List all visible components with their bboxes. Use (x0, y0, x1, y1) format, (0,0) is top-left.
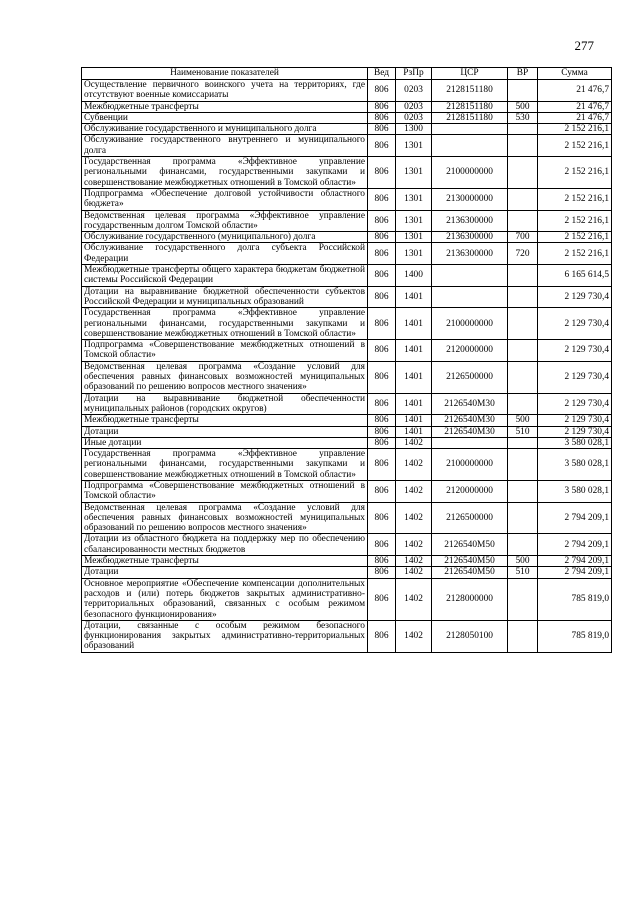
cell-rzpr: 1401 (396, 393, 432, 415)
cell-ved: 806 (368, 210, 396, 232)
cell-vr (508, 135, 538, 157)
cell-csr: 2126500000 (432, 502, 508, 534)
table-row (82, 426, 612, 437)
cell-csr: 2100000000 (432, 449, 508, 481)
cell-sum: 2 152 216,1 (538, 157, 612, 189)
cell-rzpr: 1401 (396, 308, 432, 340)
cell-vr (508, 578, 538, 620)
cell-csr: 2100000000 (432, 308, 508, 340)
cell-name: Государственная программа «Эффективное управление региональными финансами, государственными закупками и совершенствование межбюджетных отношений в Томской области» (82, 157, 368, 189)
cell-vr (508, 620, 538, 652)
table-row (82, 286, 612, 308)
column-header-csr: ЦСР (432, 68, 508, 80)
table-row (82, 232, 612, 243)
cell-csr: 2128050100 (432, 620, 508, 652)
cell-vr: 510 (508, 567, 538, 578)
cell-csr (432, 124, 508, 135)
cell-sum: 2 152 216,1 (538, 243, 612, 265)
cell-name: Ведомственная целевая программа «Создание условий для обеспечения равных финансовых возможностей муниципальных образований по решению вопросов местного значения» (82, 502, 368, 534)
cell-name: Дотации на выравнивание бюджетной обеспеченности муниципальных районов (городских округов) (82, 393, 368, 415)
cell-sum: 2 129 730,4 (538, 308, 612, 340)
cell-rzpr: 1402 (396, 620, 432, 652)
column-header-sum: Сумма (538, 68, 612, 80)
table-row (82, 578, 612, 620)
cell-vr (508, 80, 538, 102)
cell-ved: 806 (368, 188, 396, 210)
cell-rzpr: 1402 (396, 449, 432, 481)
cell-name: Дотации (82, 426, 368, 437)
cell-name: Ведомственная целевая программа «Создание условий для обеспечения равных финансовых возможностей муниципальных образований по решению вопросов местного значения» (82, 361, 368, 393)
cell-ved: 806 (368, 157, 396, 189)
cell-name: Дотации (82, 567, 368, 578)
cell-rzpr: 1401 (396, 286, 432, 308)
cell-ved: 806 (368, 308, 396, 340)
cell-vr (508, 437, 538, 448)
cell-csr: 2120000000 (432, 480, 508, 502)
cell-vr (508, 188, 538, 210)
column-header-rzpr: РзПр (396, 68, 432, 80)
cell-csr: 2120000000 (432, 340, 508, 362)
table-row (82, 361, 612, 393)
table-row (82, 567, 612, 578)
cell-ved: 806 (368, 578, 396, 620)
cell-sum: 2 129 730,4 (538, 415, 612, 426)
cell-rzpr: 1401 (396, 426, 432, 437)
cell-sum: 2 129 730,4 (538, 361, 612, 393)
cell-ved: 806 (368, 480, 396, 502)
cell-rzpr: 0203 (396, 112, 432, 123)
cell-name: Дотации на выравнивание бюджетной обеспеченности субъектов Российской Федерации и муниципальных образований (82, 286, 368, 308)
cell-name: Дотации из областного бюджета на поддержку мер по обеспечению сбалансированности местных бюджетов (82, 534, 368, 556)
cell-name: Осуществление первичного воинского учета на территориях, где отсутствуют военные комиссариаты (82, 80, 368, 102)
cell-csr: 2136300000 (432, 232, 508, 243)
cell-ved: 806 (368, 449, 396, 481)
cell-ved: 806 (368, 135, 396, 157)
cell-name: Межбюджетные трансферты (82, 415, 368, 426)
cell-rzpr: 1402 (396, 567, 432, 578)
cell-name: Обслуживание государственного и муниципального долга (82, 124, 368, 135)
cell-name: Межбюджетные трансферты общего характера бюджетам бюджетной системы Российской Федерации (82, 265, 368, 287)
table-row (82, 340, 612, 362)
table-row (82, 80, 612, 102)
cell-ved: 806 (368, 534, 396, 556)
cell-sum: 2 129 730,4 (538, 286, 612, 308)
cell-name: Подпрограмма «Совершенствование межбюджетных отношений в Томской области» (82, 480, 368, 502)
cell-name: Государственная программа «Эффективное управление региональными финансами, государственными закупками и совершенствование межбюджетных отношений в Томской области» (82, 449, 368, 481)
cell-csr: 2128000000 (432, 578, 508, 620)
cell-csr: 2136300000 (432, 243, 508, 265)
table-row (82, 124, 612, 135)
cell-ved: 806 (368, 393, 396, 415)
page-number: 277 (574, 38, 594, 53)
table-row (82, 210, 612, 232)
cell-rzpr: 1400 (396, 265, 432, 287)
cell-csr (432, 286, 508, 308)
table-row (82, 157, 612, 189)
cell-ved: 806 (368, 286, 396, 308)
cell-rzpr: 1301 (396, 157, 432, 189)
cell-rzpr: 1301 (396, 243, 432, 265)
cell-ved: 806 (368, 361, 396, 393)
cell-vr: 510 (508, 426, 538, 437)
cell-vr (508, 361, 538, 393)
cell-rzpr: 1402 (396, 556, 432, 567)
cell-csr: 2130000000 (432, 188, 508, 210)
table-header-row (82, 68, 612, 80)
cell-sum: 2 794 209,1 (538, 502, 612, 534)
cell-ved: 806 (368, 415, 396, 426)
cell-rzpr: 1402 (396, 480, 432, 502)
cell-name: Дотации, связанные с особым режимом безопасного функционирования закрытых административно-территориальных образований (82, 620, 368, 652)
table-row (82, 480, 612, 502)
cell-csr: 2126540М30 (432, 426, 508, 437)
column-header-name: Наименование показателей (82, 68, 368, 80)
cell-name: Подпрограмма «Обеспечение долговой устойчивости областного бюджета» (82, 188, 368, 210)
cell-sum: 2 152 216,1 (538, 232, 612, 243)
cell-sum: 21 476,7 (538, 80, 612, 102)
table-row (82, 135, 612, 157)
cell-csr: 2126500000 (432, 361, 508, 393)
cell-rzpr: 1301 (396, 135, 432, 157)
cell-vr (508, 502, 538, 534)
cell-sum: 3 580 028,1 (538, 480, 612, 502)
cell-ved: 806 (368, 556, 396, 567)
table-row (82, 415, 612, 426)
cell-rzpr: 1401 (396, 415, 432, 426)
cell-rzpr: 1301 (396, 210, 432, 232)
cell-sum: 2 129 730,4 (538, 340, 612, 362)
cell-vr (508, 265, 538, 287)
table-row (82, 265, 612, 287)
cell-csr: 2126540М50 (432, 556, 508, 567)
cell-rzpr: 1401 (396, 361, 432, 393)
cell-rzpr: 1402 (396, 534, 432, 556)
cell-name: Основное мероприятие «Обеспечение компенсации дополнительных расходов и (или) потерь бюджетов закрытых административно-территориальных образований, связанных с особым режимом безопасного функционирования» (82, 578, 368, 620)
column-header-vr: ВР (508, 68, 538, 80)
cell-rzpr: 1301 (396, 232, 432, 243)
table-row (82, 101, 612, 112)
cell-vr (508, 340, 538, 362)
table-row (82, 188, 612, 210)
cell-name: Государственная программа «Эффективное управление региональными финансами, государственными закупками и совершенствование межбюджетных отношений в Томской области» (82, 308, 368, 340)
cell-csr (432, 437, 508, 448)
cell-vr: 500 (508, 101, 538, 112)
cell-name: Межбюджетные трансферты (82, 101, 368, 112)
cell-csr: 2136300000 (432, 210, 508, 232)
table-row (82, 502, 612, 534)
cell-rzpr: 1402 (396, 578, 432, 620)
cell-vr: 500 (508, 556, 538, 567)
cell-sum: 3 580 028,1 (538, 449, 612, 481)
cell-csr: 2126540М50 (432, 534, 508, 556)
cell-sum: 3 580 028,1 (538, 437, 612, 448)
cell-sum: 6 165 614,5 (538, 265, 612, 287)
cell-sum: 2 794 209,1 (538, 534, 612, 556)
table-row (82, 243, 612, 265)
table-row (82, 308, 612, 340)
cell-name: Обслуживание государственного внутреннего и муниципального долга (82, 135, 368, 157)
table-row (82, 112, 612, 123)
cell-vr (508, 534, 538, 556)
cell-csr: 2128151180 (432, 80, 508, 102)
cell-csr (432, 265, 508, 287)
cell-vr (508, 480, 538, 502)
cell-ved: 806 (368, 567, 396, 578)
cell-ved: 806 (368, 426, 396, 437)
cell-rzpr: 1402 (396, 437, 432, 448)
cell-sum: 2 129 730,4 (538, 393, 612, 415)
cell-ved: 806 (368, 437, 396, 448)
cell-name: Иные дотации (82, 437, 368, 448)
cell-ved: 806 (368, 101, 396, 112)
cell-csr: 2126540М30 (432, 415, 508, 426)
cell-vr (508, 210, 538, 232)
cell-ved: 806 (368, 243, 396, 265)
cell-name: Ведомственная целевая программа «Эффективное управление государственным долгом Томской области» (82, 210, 368, 232)
cell-sum: 21 476,7 (538, 112, 612, 123)
cell-vr: 500 (508, 415, 538, 426)
cell-name: Подпрограмма «Совершенствование межбюджетных отношений в Томской области» (82, 340, 368, 362)
cell-name: Обслуживание государственного (муниципального) долга (82, 232, 368, 243)
cell-vr: 700 (508, 232, 538, 243)
cell-rzpr: 0203 (396, 101, 432, 112)
cell-vr: 530 (508, 112, 538, 123)
cell-csr: 2128151180 (432, 101, 508, 112)
cell-sum: 2 152 216,1 (538, 188, 612, 210)
cell-csr: 2126540М30 (432, 393, 508, 415)
cell-csr (432, 135, 508, 157)
cell-sum: 2 794 209,1 (538, 556, 612, 567)
column-header-ved: Вед (368, 68, 396, 80)
cell-sum: 2 129 730,4 (538, 426, 612, 437)
cell-ved: 806 (368, 265, 396, 287)
cell-csr: 2128151180 (432, 112, 508, 123)
cell-vr (508, 157, 538, 189)
cell-rzpr: 1301 (396, 188, 432, 210)
cell-ved: 806 (368, 112, 396, 123)
cell-sum: 2 794 209,1 (538, 567, 612, 578)
cell-sum: 21 476,7 (538, 101, 612, 112)
table-row (82, 556, 612, 567)
cell-csr: 2100000000 (432, 157, 508, 189)
cell-ved: 806 (368, 340, 396, 362)
cell-name: Межбюджетные трансферты (82, 556, 368, 567)
table-row (82, 437, 612, 448)
cell-vr (508, 286, 538, 308)
cell-rzpr: 0203 (396, 80, 432, 102)
cell-ved: 806 (368, 80, 396, 102)
cell-sum: 2 152 216,1 (538, 124, 612, 135)
cell-rzpr: 1402 (396, 502, 432, 534)
cell-rzpr: 1300 (396, 124, 432, 135)
cell-rzpr: 1401 (396, 340, 432, 362)
cell-name: Обслуживание государственного долга субъекта Российской Федерации (82, 243, 368, 265)
cell-vr: 720 (508, 243, 538, 265)
cell-vr (508, 393, 538, 415)
cell-ved: 806 (368, 124, 396, 135)
cell-sum: 2 152 216,1 (538, 135, 612, 157)
table-row (82, 620, 612, 652)
cell-sum: 2 152 216,1 (538, 210, 612, 232)
table-row (82, 449, 612, 481)
cell-ved: 806 (368, 620, 396, 652)
cell-sum: 785 819,0 (538, 620, 612, 652)
cell-sum: 785 819,0 (538, 578, 612, 620)
table-body (82, 80, 612, 653)
table-row (82, 534, 612, 556)
cell-vr (508, 124, 538, 135)
cell-csr: 2126540М50 (432, 567, 508, 578)
cell-ved: 806 (368, 502, 396, 534)
cell-vr (508, 449, 538, 481)
cell-vr (508, 308, 538, 340)
table-row (82, 393, 612, 415)
cell-name: Субвенции (82, 112, 368, 123)
cell-ved: 806 (368, 232, 396, 243)
budget-table (81, 67, 612, 653)
